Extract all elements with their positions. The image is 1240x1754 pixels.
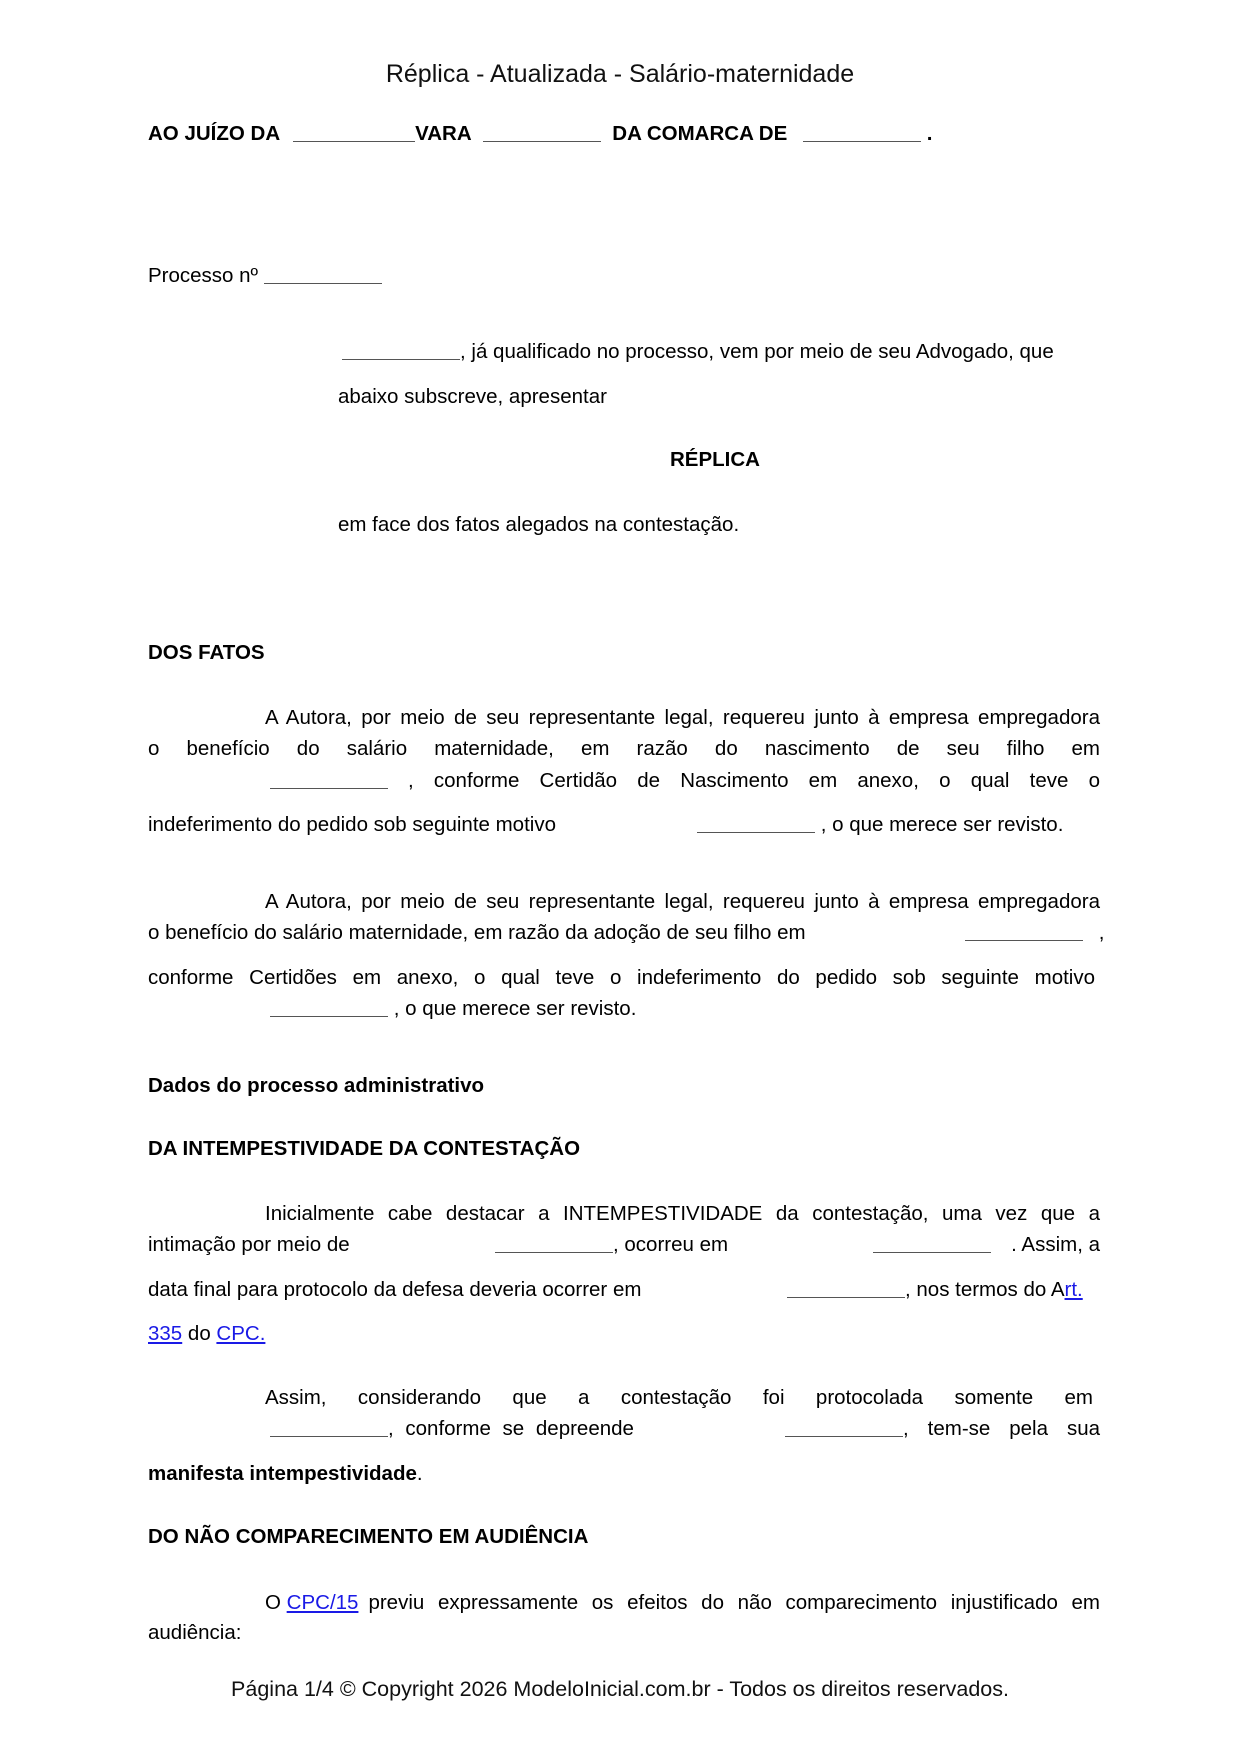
- fatos1-line4-before: indeferimento do pedido sob seguinte motivo: [148, 813, 556, 836]
- naocomp1-line1-rest: previu expressamente os efeitos do não comparecimento injustificado em: [368, 1591, 1100, 1614]
- blank-field-deadline-date[interactable]: [787, 1297, 905, 1298]
- link-cpc15[interactable]: CPC/15: [286, 1591, 359, 1614]
- intemp2-line3: [148, 1458, 423, 1490]
- intro-line-1: [338, 336, 1100, 368]
- address-part2: VARA: [415, 122, 471, 145]
- intro-line-3: em face dos fatos alegados na contestação.: [338, 513, 740, 536]
- process-number-line: [148, 260, 382, 292]
- intemp1-line4: [148, 1318, 265, 1350]
- blank-field-filing-date[interactable]: [270, 1436, 388, 1437]
- blank-field-source[interactable]: [785, 1436, 903, 1437]
- page-footer: Página 1/4 © Copyright 2026 ModeloInicial.com.br - Todos os direitos reservados.: [231, 1677, 1009, 1701]
- document-title: Réplica - Atualizada - Salário-maternidade: [385, 60, 855, 88]
- blank-field-vara-number[interactable]: [293, 141, 415, 142]
- intemp1-line2-c-wrap: [873, 1229, 1100, 1261]
- blank-field-vara-name[interactable]: [483, 141, 601, 142]
- intemp1-line2-a: intimação por meio de: [148, 1233, 350, 1256]
- intemp1-line3-a: data final para protocolo da defesa deveria ocorrer em: [148, 1278, 642, 1301]
- naocomp1-line2: audiência:: [148, 1621, 242, 1644]
- intemp1-line2-b: , ocorreu em: [613, 1233, 729, 1256]
- intemp2-line2-a-wrap: [270, 1413, 634, 1445]
- blank-field-denial-reason-1[interactable]: [697, 832, 815, 833]
- address-part1: AO JUÍZO DA: [148, 122, 280, 145]
- intemp1-line3-b: , nos termos do A: [905, 1278, 1065, 1301]
- fatos1-line4-after-wrap: [697, 809, 1063, 841]
- section-heading-dos-fatos: DOS FATOS: [148, 641, 265, 664]
- fatos2-line4: [270, 993, 636, 1025]
- intemp1-line3-b-wrap: [787, 1274, 1083, 1306]
- intemp1-line4-mid: do: [182, 1322, 217, 1345]
- fatos1-line4-after: , o que merece ser revisto.: [820, 813, 1064, 836]
- blank-field-intimation-date[interactable]: [873, 1252, 991, 1253]
- blank-field-denial-reason-2[interactable]: [270, 1016, 388, 1017]
- blank-field-party-name[interactable]: [342, 359, 460, 360]
- intemp2-line3-bold: manifesta intempestividade: [148, 1462, 417, 1485]
- section-heading-dados: Dados do processo administrativo: [148, 1074, 485, 1097]
- fatos2-line3: conforme Certidões em anexo, o qual teve o indeferimento do pedido sob seguinte motivo: [148, 966, 1095, 989]
- fatos2-line2-after-wrap: [965, 917, 1104, 949]
- naocomp1-line1: [265, 1587, 1100, 1619]
- fatos2-line2-after: ,: [1098, 921, 1105, 944]
- fatos2-line2-before: o benefício do salário maternidade, em razão da adoção de seu filho em: [148, 921, 806, 944]
- address-end: .: [926, 122, 933, 145]
- intemp1-line1: Inicialmente cabe destacar a INTEMPESTIVIDADE da contestação, uma vez que a: [265, 1202, 1100, 1225]
- intemp2-line2-b-wrap: [785, 1413, 1100, 1445]
- blank-field-process-number[interactable]: [264, 283, 382, 284]
- intemp1-line2-c: . Assim, a: [1011, 1233, 1100, 1256]
- process-label: Processo nº: [148, 264, 259, 287]
- link-cpc[interactable]: CPC.: [216, 1322, 266, 1345]
- fatos1-line3-text: , conforme Certidão de Nascimento em anexo, o qual teve o: [408, 769, 1100, 792]
- link-335[interactable]: 335: [148, 1322, 183, 1345]
- link-art[interactable]: rt.: [1064, 1278, 1083, 1301]
- fatos2-line4-after: , o que merece ser revisto.: [393, 997, 637, 1020]
- section-heading-intempestividade: DA INTEMPESTIVIDADE DA CONTESTAÇÃO: [148, 1137, 581, 1160]
- blank-field-comarca[interactable]: [803, 141, 921, 142]
- replica-heading: RÉPLICA: [670, 448, 760, 471]
- section-heading-nao-comparecimento: DO NÃO COMPARECIMENTO EM AUDIÊNCIA: [148, 1525, 589, 1548]
- fatos1-line1: A Autora, por meio de seu representante legal, requereu junto à empresa empregadora: [265, 706, 1100, 729]
- court-address: [148, 118, 932, 150]
- blank-field-birth-date[interactable]: [270, 788, 388, 789]
- intro-line-2: abaixo subscreve, apresentar: [338, 385, 607, 408]
- intemp2-line2-b: , tem-se pela sua: [903, 1417, 1100, 1440]
- intemp1-line2-b-wrap: [495, 1229, 728, 1261]
- blank-field-adoption-date[interactable]: [965, 940, 1083, 941]
- intemp2-line2-a: , conforme se depreende: [388, 1417, 634, 1440]
- intemp2-line1: Assim, considerando que a contestação foi protocolada somente em: [265, 1386, 1093, 1409]
- address-part3: DA COMARCA DE: [612, 122, 788, 145]
- intro-text-1: , já qualificado no processo, vem por meio de seu Advogado, que: [460, 340, 1054, 363]
- naocomp1-prefix: O: [265, 1591, 287, 1614]
- fatos1-line3: [270, 765, 1100, 797]
- blank-field-intimation-means[interactable]: [495, 1252, 613, 1253]
- fatos1-line2: o benefício do salário maternidade, em razão do nascimento de seu filho em: [148, 737, 1100, 760]
- intemp2-line3-end: .: [416, 1462, 423, 1485]
- fatos2-line1: A Autora, por meio de seu representante legal, requereu junto à empresa empregadora: [265, 890, 1100, 913]
